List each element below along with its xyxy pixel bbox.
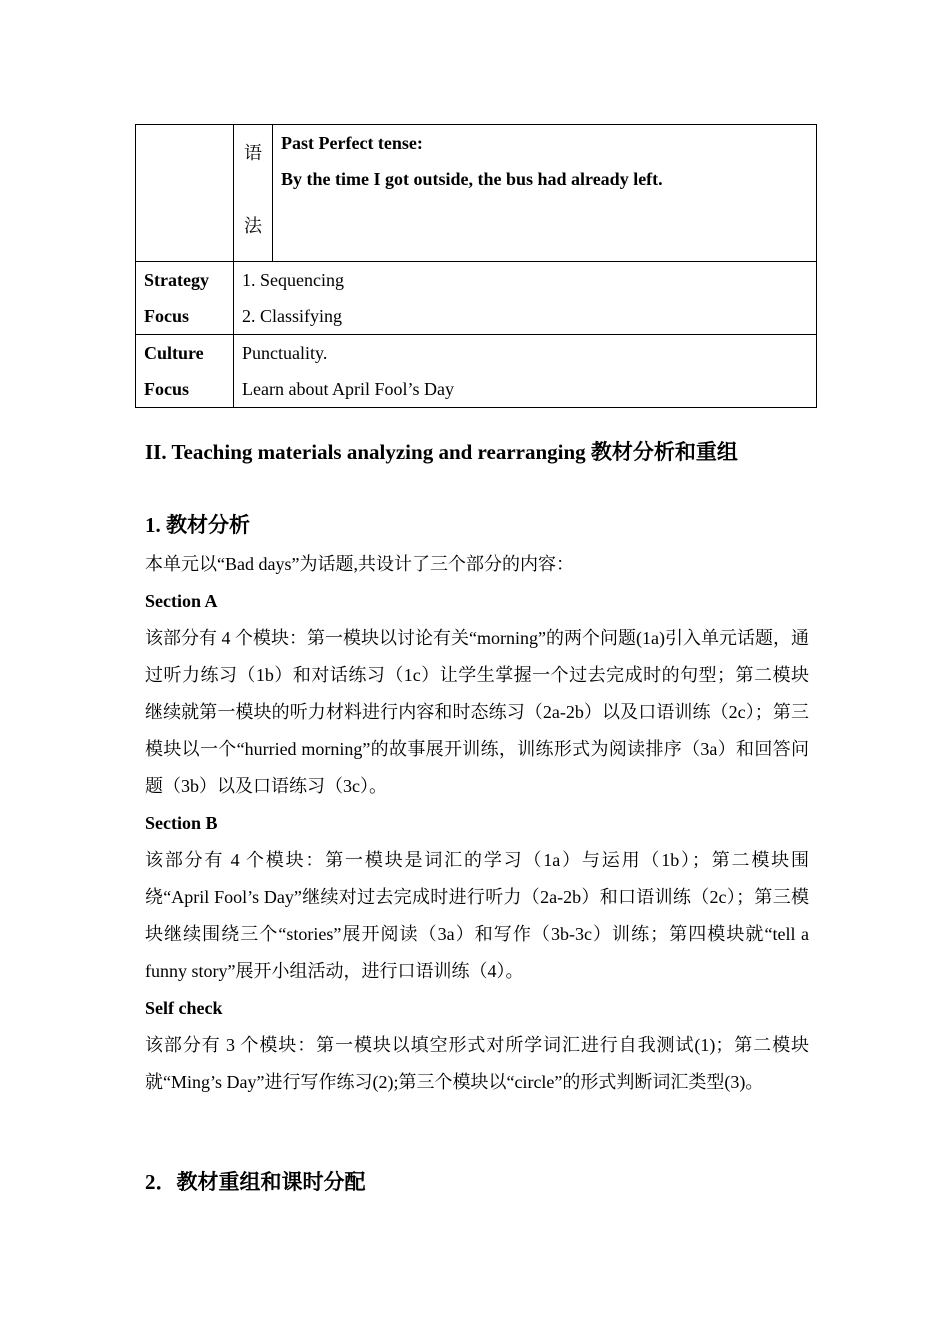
subheading-rearrange: 2．教材重组和课时分配 [145,1170,366,1194]
analysis-intro: 本单元以“Bad days”为话题,共设计了三个部分的内容： [145,554,574,574]
grammar-label-char-1: 语 [244,143,262,163]
analysis-body [145,546,809,1101]
grammar-row [136,125,817,262]
strategy-label-line1: Strategy [144,270,209,290]
grammar-label-cell [234,125,273,262]
culture-label-line2: Focus [144,379,189,399]
strategy-row [136,262,817,335]
grammar-empty-cell [136,125,234,262]
unit-plan-table [135,124,817,408]
section-a-text: 该部分有 4 个模块：第一模块以讨论有关“morning”的两个问题(1a)引入单元话题，通过听力练习（1b）和对话练习（1c）让学生掌握一个过去完成时的句型；第二模块继续就第一模块的听力材料进行内容和时态练习（2a-2b）以及口语训练（2c）；第三模块以一个“hurried morning”的故事展开训练，训练形式为阅读排序（3a）和回答问题（3b）以及口语练习（3c）。 [145,628,809,796]
grammar-tense: Past Perfect tense: [281,133,423,153]
self-check-title: Self check [145,998,223,1018]
culture-row [136,335,817,408]
strategy-label-cell [136,262,234,335]
culture-content-cell [234,335,817,408]
section-b-title: Section B [145,813,218,833]
section-b-text: 该部分有 4 个模块：第一模块是词汇的学习（1a）与运用（1b）；第二模块围绕“April Fool’s Day”继续对过去完成时进行听力（2a-2b）和口语训练（2c）；第三模块继续围绕三个“stories”展开阅读（3a）和写作（3b-3c）训练；第四模块就“tell a funny story”展开小组活动，进行口语训练（4）。 [145,850,809,981]
strategy-item: 1. Sequencing [242,270,344,290]
culture-item: Learn about April Fool’s Day [242,379,454,399]
strategy-content-cell [234,262,817,335]
self-check-text: 该部分有 3 个模块：第一模块以填空形式对所学词汇进行自我测试(1)；第二模块就“Ming’s Day”进行写作练习(2);第三个模块以“circle”的形式判断词汇类型(3)。 [145,1035,809,1092]
strategy-item: 2. Classifying [242,306,343,326]
grammar-label-char-2: 法 [244,216,262,236]
subheading-analysis: 1. 教材分析 [145,513,250,537]
section-a-title: Section A [145,591,218,611]
culture-item: Punctuality. [242,343,328,363]
section-heading-teaching-materials: II. Teaching materials analyzing and rearranging 教材分析和重组 [145,440,738,464]
culture-label-cell [136,335,234,408]
grammar-content-cell [273,125,817,262]
culture-label-line1: Culture [144,343,204,363]
grammar-example: By the time I got outside, the bus had already left. [281,169,663,189]
strategy-label-line2: Focus [144,306,189,326]
